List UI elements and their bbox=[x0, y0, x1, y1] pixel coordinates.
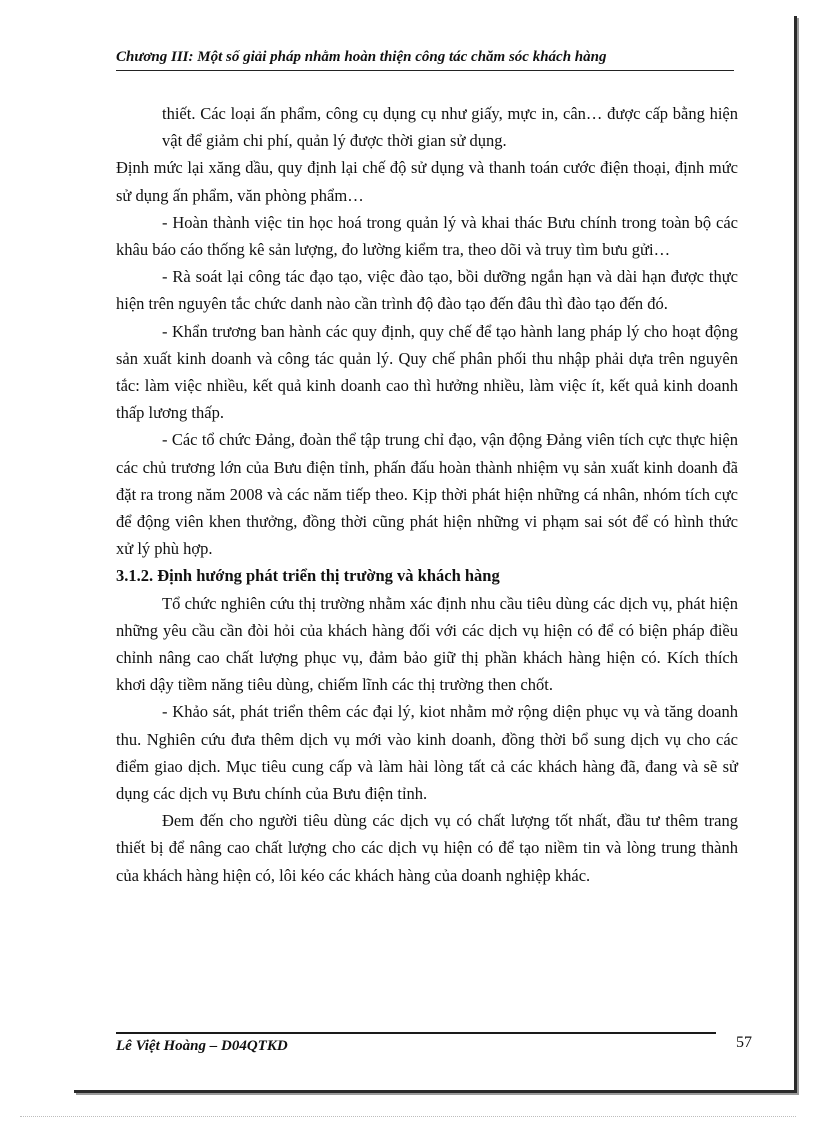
page-number: 57 bbox=[736, 1034, 752, 1051]
paragraph-party-organizations: - Các tổ chức Đảng, đoàn thể tập trung chỉ đạo, vận động Đảng viên tích cực thực hiện các chủ trương lớn của Bưu điện tỉnh, phấn đấu hoàn thành nhiệm vụ sản xuất kinh doanh đã đặt ra trong năm 2008 và các năm tiếp theo. Kịp thời phát hiện những cá nhân, nhóm tích cực để động viên khen thưởng, đồng thời cũng phát hiện những vi phạm sai sót để có hình thức xử lý phù hợp. bbox=[116, 430, 738, 559]
chapter-header: Chương III: Một số giải pháp nhằm hoàn thiện công tác chăm sóc khách hàng bbox=[116, 47, 734, 71]
paragraph-continuation: thiết. Các loại ấn phẩm, công cụ dụng cụ như giấy, mực in, cân… được cấp bằng hiện vật để giảm chi phí, quản lý được thời gian sử dụng. bbox=[162, 104, 738, 151]
paragraph-agents-expansion: - Khảo sát, phát triển thêm các đại lý, kiot nhằm mở rộng diện phục vụ và tăng doanh thu. Nghiên cứu đưa thêm dịch vụ mới vào kinh doanh, đồng thời bổ sung dịch vụ cho các điểm giao dịch. Mục tiêu cung cấp và làm hài lòng tất cả các khách hàng đã, đang và sẽ sử dụng các dịch vụ Bưu chính của Bưu điện tỉnh. bbox=[116, 702, 738, 804]
footer-divider bbox=[116, 1032, 716, 1034]
footer-author: Lê Việt Hoàng – D04QTKD bbox=[116, 1038, 288, 1054]
section-heading: 3.1.2. Định hướng phát triển thị trường và khách hàng bbox=[116, 566, 500, 586]
page-bottom-dotted-line bbox=[20, 1116, 796, 1117]
paragraph-training-review: - Rà soát lại công tác đạo tạo, việc đào tạo, bồi dưỡng ngắn hạn và dài hạn được thực hiện trên nguyên tắc chức danh nào cần trình độ đào tạo đến đâu thì đào tạo đến đó. bbox=[116, 267, 738, 314]
paragraph-regulations: - Khẩn trương ban hành các quy định, quy chế để tạo hành lang pháp lý cho hoạt động sản xuất kinh doanh và công tác quản lý. Quy chế phân phối thu nhập phải dựa trên nguyên tắc: làm việc nhiều, kết quả kinh doanh cao thì hưởng nhiều, làm việc ít, kết quả kinh doanh thấp lương thấp. bbox=[116, 321, 738, 423]
paragraph-fuel-quota: Định mức lại xăng dầu, quy định lại chế độ sử dụng và thanh toán cước điện thoại, định mức sử dụng ấn phẩm, văn phòng phẩm… bbox=[116, 158, 738, 205]
document-body bbox=[116, 100, 738, 889]
paragraph-market-research: Tổ chức nghiên cứu thị trường nhằm xác định nhu cầu tiêu dùng các dịch vụ, phát hiện những yêu cầu cần đòi hỏi của khách hàng đối với các dịch vụ hiện có để có biện pháp điều chỉnh nâng cao chất lượng phục vụ, đảm bảo giữ thị phần khách hàng hiện có. Kích thích khơi dậy tiềm năng tiêu dùng, chiếm lĩnh các thị trường then chốt. bbox=[116, 593, 738, 695]
paragraph-quality-services: Đem đến cho người tiêu dùng các dịch vụ có chất lượng tốt nhất, đầu tư thêm trang thiết bị để nâng cao chất lượng cho các dịch vụ hiện có để tạo niềm tin và lòng trung thành của khách hàng hiện có, lôi kéo các khách hàng của doanh nghiệp khác. bbox=[116, 811, 738, 885]
paragraph-it-adoption: - Hoàn thành việc tin học hoá trong quản lý và khai thác Bưu chính trong toàn bộ các khâu báo cáo thống kê sản lượng, đo lường kiểm tra, theo dõi và truy tìm bưu gửi… bbox=[116, 212, 738, 260]
